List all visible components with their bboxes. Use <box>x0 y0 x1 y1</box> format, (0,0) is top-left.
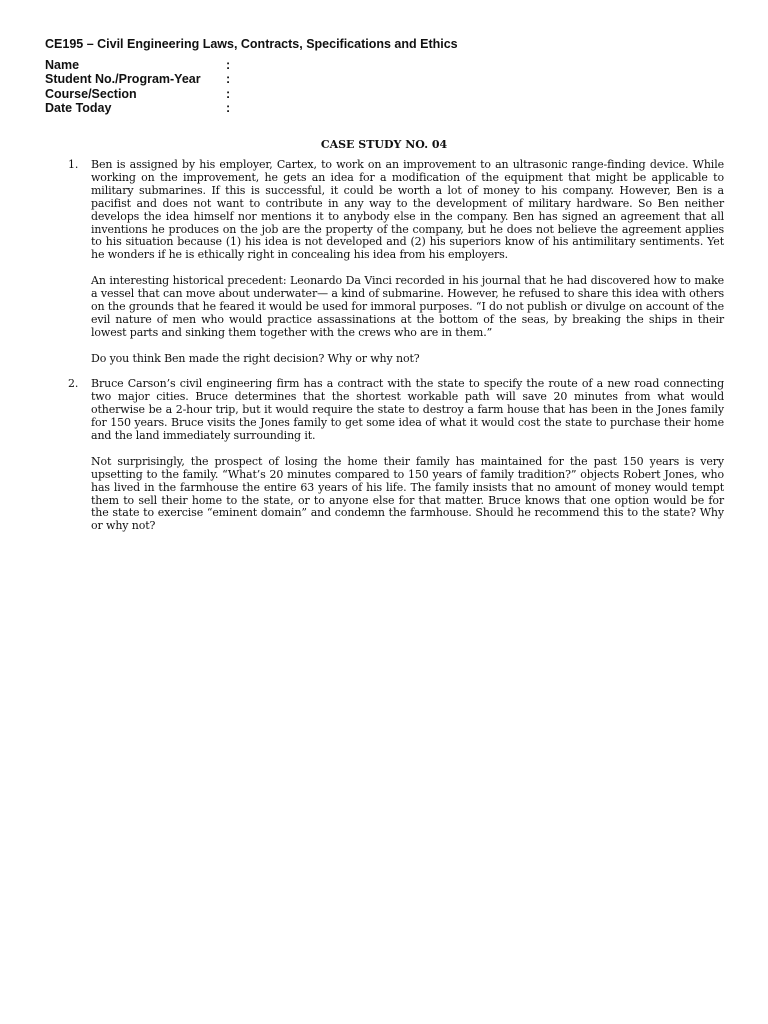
info-row-date-today <box>45 101 230 115</box>
info-separator: : <box>226 72 231 87</box>
case-paragraph: Not surprisingly, the prospect of losing the home their family has maintained for the past 150 years is very upsetting to the family. “What’s 20 minutes compared to 150 years of family tradition?” objects Robert Jones, who has lived in the farmhouse the entire 63 years of his life. The family insists that no amount of money would tempt them to sell their home to the state, or to anyone else for that matter. Bruce knows that one option would be for the state to exercise “eminent domain” and condemn the farmhouse. Should he recommend this to the state? Why or why not? <box>91 454 724 533</box>
case-paragraph: Bruce Carson’s civil engineering firm has a contract with the state to specify the route of a new road connecting two major cities. Bruce determines that the shortest workable path will save 20 minutes from what would otherwise be a 2-hour trip, but it would require the state to destroy a farm house that has been in the Jones family for 150 years. Bruce visits the Jones family to get some idea of what it would cost the state to purchase their home and the land immediately surrounding it. <box>91 377 724 442</box>
info-separator: : <box>226 86 231 101</box>
case-paragraph: Ben is assigned by his employer, Cartex, to work on an improvement to an ultrasonic range-finding device. While working on the improvement, he gets an idea for a modification of the equipment that might be applicable to military submarines. If this is successful, it could be worth a lot of money to his company. However, Ben is a pacifist and does not want to contribute in any way to the development of military hardware. So Ben neither develops the idea himself nor mentions it to anybody else in the company. Ben has signed an agreement that all inventions he produces on the job are the property of the company, but he does not believe the agreement applies to his situation because (1) his idea is not developed and (2) his superiors know of his antimilitary sentiments. Yet he wonders if he is ethically right in concealing his idea from his employers. <box>91 158 724 262</box>
item-number: 1. <box>68 158 79 171</box>
info-separator: : <box>226 100 231 115</box>
info-label-student-no: Student No./Program-Year <box>45 72 201 87</box>
case-paragraph: An interesting historical precedent: Leonardo Da Vinci recorded in his journal that he had discovered how to make a vessel that can move about underwater— a kind of submarine. However, he refused to share this idea with others on the grounds that he feared it would be used for immoral purposes. “I do not publish or divulge on account of the evil nature of men who would practice assassinations at the bottom of the seas, by breaking the ships in their lowest parts and sinking them together with the crews who are in them.” <box>91 274 724 339</box>
info-label-course-section: Course/Section <box>45 86 137 101</box>
info-separator: : <box>226 58 231 72</box>
student-info-block <box>45 58 230 115</box>
info-row-course-section <box>45 87 230 101</box>
info-row-student-no <box>45 72 230 86</box>
case-item-2 <box>68 378 724 533</box>
case-study-list <box>68 159 724 533</box>
course-title: CE195 – Civil Engineering Laws, Contracts, Specifications and Ethics <box>45 37 458 51</box>
case-question: Do you think Ben made the right decision? Why or why not? <box>91 351 420 365</box>
info-row-name <box>45 58 230 72</box>
item-number: 2. <box>68 377 79 391</box>
info-label-date-today: Date Today <box>45 100 112 115</box>
case-study-title: CASE STUDY NO. 04 <box>320 138 448 151</box>
info-label-name: Name <box>45 58 80 72</box>
case-item-1 <box>68 159 724 365</box>
